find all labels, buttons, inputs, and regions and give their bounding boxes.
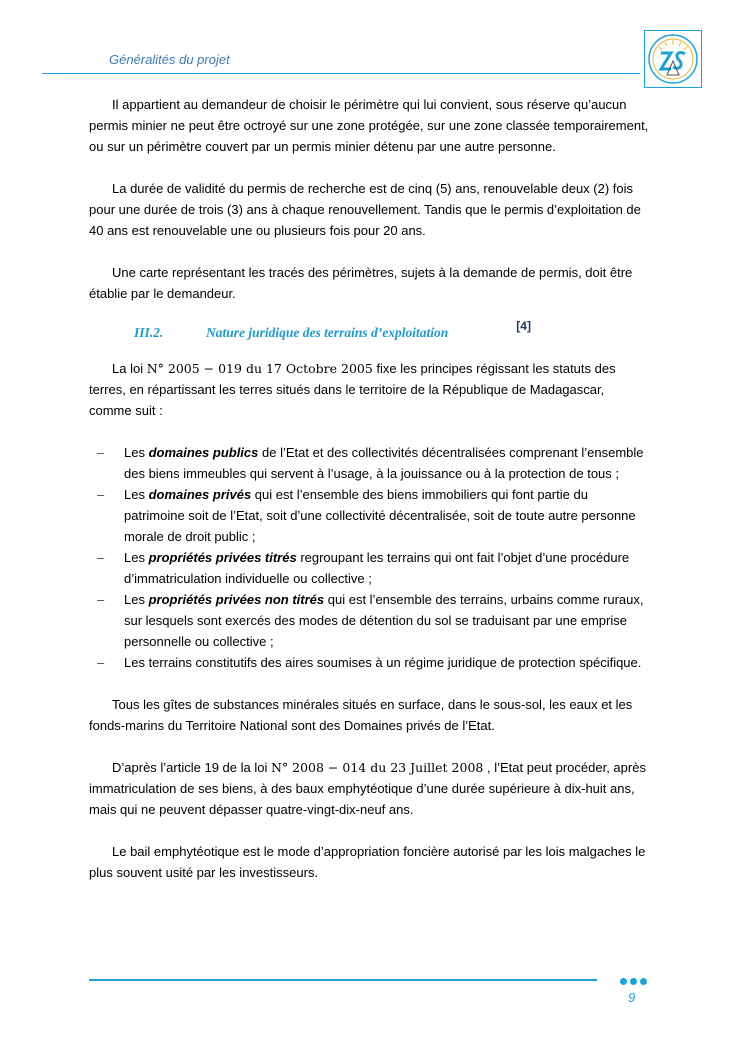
law-number-math: N° 2005 − 019 <box>146 361 242 376</box>
paragraph-carte: Une carte représentant les tracés des périmètres, sujets à la demande de permis, doit être établie par le demandeur. <box>89 265 633 301</box>
law-2008-math: N° 2008 − 014 du 23 Juillet 2008 <box>270 760 484 775</box>
section-heading <box>89 319 649 343</box>
page-number: 9 <box>628 990 636 1005</box>
school-logo-icon <box>644 30 702 88</box>
paragraph-loi-2005: La loi N° 2005 − 019 du 17 Octobre 2005 fixe les principes régissant les statuts des terres, en répartissant les terres situés dans le territoire de la République de Madagascar, comme suit : <box>89 361 616 418</box>
header-divider <box>42 73 640 74</box>
section-reference: [4] <box>516 319 531 333</box>
ellipsis-dots-icon <box>620 978 647 985</box>
paragraph-gites: Tous les gîtes de substances minérales situés en surface, dans le sous-sol, les eaux et les fonds-marins du Territoire National sont des Domaines privés de l’Etat. <box>89 697 633 733</box>
header-title: Généralités du projet <box>109 52 230 67</box>
document-body <box>89 94 649 904</box>
terres-list <box>89 442 649 673</box>
footer-divider <box>89 979 597 981</box>
list-item: – Les domaines publics de l’Etat et des collectivités décentralisées comprenant l’ensemble des biens immeubles qui servent à l’usage, à la jouissance ou à la protection de tous ; <box>97 445 644 481</box>
section-title: Nature juridique des terrains d’exploitation <box>206 325 449 340</box>
paragraph-perimetre: Il appartient au demandeur de choisir le périmètre qui lui convient, sous réserve qu’aucun permis minier ne peut être octroyé sur une zone protégée, sur une zone classée temporairement, ou sur un périmètre couvert par un permis minier détenu par une autre personne. <box>89 97 649 154</box>
section-number: III.2. <box>134 325 164 340</box>
list-item: – Les propriétés privées non titrés qui est l’ensemble des terrains, urbains comme ruraux, sur lesquels sont exercés des modes de détention du sol se traduisant par une emprise personnelle ou collective ; <box>97 592 644 649</box>
list-item: – Les propriétés privées titrés regroupant les terrains qui ont fait l’objet d’une procédure d’immatriculation individuelle ou collective ; <box>97 550 630 586</box>
paragraph-bail: Le bail emphytéotique est le mode d’appropriation foncière autorisé par les lois malgaches le plus souvent usité par les investisseurs. <box>89 844 646 880</box>
list-item: – Les terrains constitutifs des aires soumises à un régime juridique de protection spécifique. <box>97 655 642 670</box>
paragraph-article-19: D’après l’article 19 de la loi N° 2008 − 014 du 23 Juillet 2008 , l’Etat peut procéder, après immatriculation de ses biens, à des baux emphytéotique d’une durée supérieure à dix-huit ans, mais qui ne peuvent dépasser quatre-vingt-dix-neuf ans. <box>89 760 646 817</box>
paragraph-validite: La durée de validité du permis de recherche est de cinq (5) ans, renouvelable deux (2) fois pour une durée de trois (3) ans à chaque renouvellement. Tandis que le permis d’exploitation de 40 ans est renouvelable une ou plusieurs fois pour 20 ans. <box>89 181 641 238</box>
list-item: – Les domaines privés qui est l’ensemble des biens immobiliers qui font partie du patrimoine soit de l’Etat, soit d’une collectivité décentralisée, soit de toute autre personne morale de droit public ; <box>97 487 636 544</box>
law-date-math: 17 Octobre 2005 <box>265 361 373 376</box>
